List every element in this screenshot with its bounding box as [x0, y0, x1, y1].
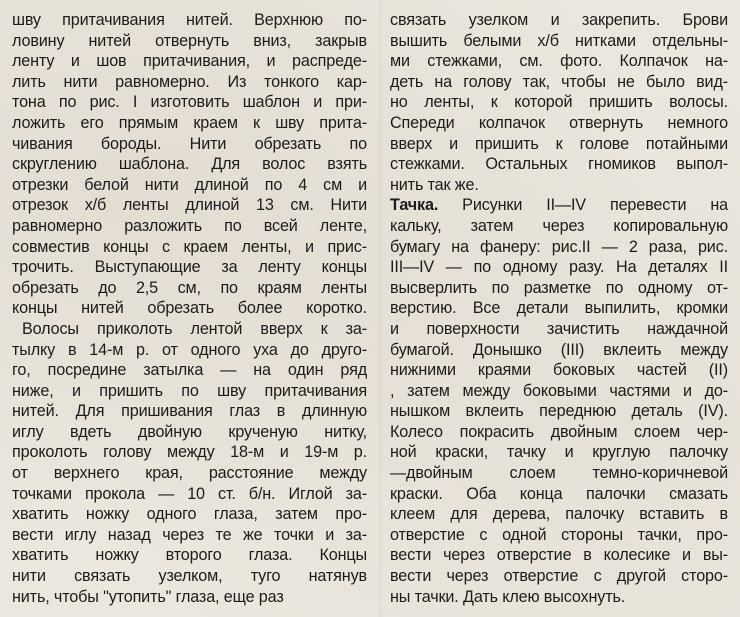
text-line: но ленты, к которой пришить волосы.	[390, 93, 728, 112]
text-line: вести через отверстие в колесике и вы-	[390, 546, 728, 565]
text-line: ны тачки. Дать клею высохнуть.	[390, 587, 626, 606]
text-line: от верхнего края, расстояние между	[12, 464, 367, 483]
text-line: отверстие с одной стороны тачки, про-	[390, 525, 728, 544]
text-line: го, посредине затылка — на один ряд	[12, 361, 367, 380]
text-line: вышить белыми х/б нитками отдельны-	[390, 31, 728, 50]
text-line: тылку в 14-м р. от одного уха до друго-	[12, 340, 367, 359]
text-line: вести через отверстие с другой сторо-	[390, 567, 728, 586]
text-line: нижними краями боковых частей (II)	[390, 361, 728, 380]
text-line: равномерно разложить по всей ленте,	[12, 216, 367, 235]
text-line: шву притачивания нитей. Верхнюю по-	[12, 11, 367, 29]
text-line: кальку, затем через копировальную	[390, 216, 728, 235]
text-line: вести иглу назад через те же точки и за-	[12, 525, 367, 544]
text-line: бумагой. Донышко (III) вклеить между	[390, 340, 728, 359]
text-line: нити связать узелком, туго натянув	[12, 567, 367, 586]
text-line: отрезки белой нити длиной по 4 см и	[12, 175, 367, 194]
section-heading: Тачка.	[390, 196, 439, 215]
text-line: и поверхности зачистить наждачной	[390, 319, 728, 338]
text-column-left	[12, 0, 367, 607]
text-line: стежками. Остальных гномиков выпол-	[390, 155, 728, 174]
text-line: —двойным слоем темно-коричневой	[390, 464, 728, 483]
text-line: концы нитей обрезать более коротко.	[12, 299, 367, 318]
text-line: трочить. Выступающие за ленту концы	[12, 258, 367, 277]
text-line: ложить его прямым краем к шву притa-	[12, 113, 367, 132]
text-line: иглу вдеть двойную крученую нитку,	[12, 422, 367, 441]
text-line: , затем между боковыми частями и до-	[390, 381, 728, 400]
text-line: Колесо покрасить двойным слоем чер-	[390, 422, 728, 441]
text-line: вверх и пришить к голове потайными	[390, 134, 728, 153]
text-line: чивания бороды. Нити обрезать по	[12, 134, 367, 153]
text-line: ной краски, тачку и круглую палочку	[390, 443, 728, 462]
text-line: клеем для дерева, палочку вставить в	[390, 505, 728, 524]
text-line: III—IV — по одному разу. На деталях II	[390, 258, 728, 277]
text-line: совместив концы с краем ленты, и прис-	[12, 237, 367, 256]
text-line	[390, 195, 728, 216]
text-line: хватить ножку одного глаза, затем про-	[12, 505, 367, 524]
text-line: отрезок х/б ленты длиной 13 см. Нити	[12, 196, 367, 215]
text-line: точками прокола — 10 ст. б/н. Иглой за-	[12, 484, 367, 503]
text-line: нитей. Для пришивания глаз в длинную	[12, 402, 367, 421]
text-line: проколоть голову между 18-м и 19-м р.	[12, 443, 367, 462]
text-line: обрезать до 2,5 см, по краям ленты	[12, 278, 367, 297]
text-line: скруглению шаблона. Для волос взять	[12, 155, 367, 174]
text-line: нышком вклеить переднюю деталь (IV).	[390, 402, 728, 421]
text-line: Спереди колпачок отвернуть немного	[390, 113, 728, 132]
text-line: ми стежками, см. фото. Колпачок на-	[390, 52, 728, 71]
text-column-right	[390, 0, 728, 607]
text-line: краски. Оба конца палочки смазать	[390, 484, 728, 503]
text-line: связать узелком и закрепить. Брови	[390, 11, 728, 29]
text-line: ленту и шов притачивания, и распреде-	[12, 52, 367, 71]
text-line: хватить ножку второго глаза. Концы	[12, 546, 367, 565]
column-divider	[380, 0, 381, 617]
text-line: бумагу на фанеру: рис.II — 2 раза, рис.	[390, 237, 728, 256]
text-line: ниже, и пришить по шву притачивания	[12, 381, 367, 400]
text-line: лить нити равномерно. Из тонкого кар-	[12, 72, 367, 91]
text-line: деть на голову так, чтобы не было вид-	[390, 72, 728, 91]
text-line: верстию. Все детали выпилить, кромки	[390, 299, 728, 318]
text-line: нить, чтобы "утопить" глаза, еще раз	[12, 587, 284, 606]
text-line: Волосы приколоть лентой вверх к за-	[22, 319, 367, 338]
text-line: тона по рис. I изготовить шаблон и при-	[12, 93, 367, 112]
text-line: нить так же.	[390, 175, 479, 194]
text-line: высверлить по разметке по одному от-	[390, 278, 728, 297]
section-first-line-text: Рисунки II—IV перевести на	[438, 196, 728, 215]
text-line: ловину нитей отвернуть вниз, закрыв	[12, 31, 367, 50]
